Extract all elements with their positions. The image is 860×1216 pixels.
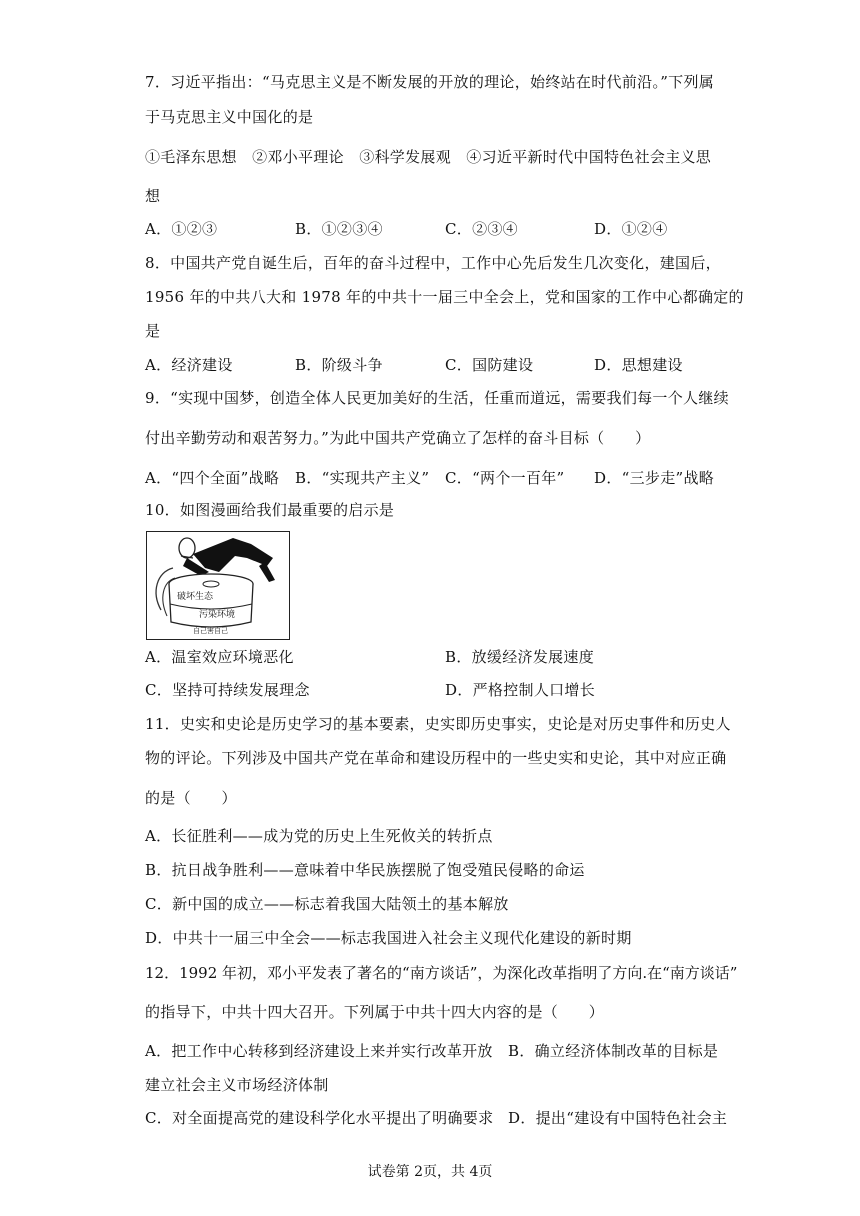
q8-stem-line1: 8．中国共产党自诞生后，百年的奋斗过程中，工作中心先后发生几次变化，建国后， (145, 254, 721, 272)
q9-option-c: C．“两个一百年” (445, 469, 565, 487)
q9-option-d: D．“三步走”战略 (594, 469, 715, 487)
cartoon-image (146, 531, 290, 640)
q11-option-b: B．抗日战争胜利——意味着中华民族摆脱了饱受殖民侵略的命运 (145, 861, 585, 879)
q12-stem-line1: 12．1992 年初，邓小平发表了著名的“南方谈话”，为深化改革指明了方向.在“南方谈话” (145, 964, 738, 982)
q12-stem-line2: 的指导下，中共十四大召开。下列属于中共十四大内容的是（ ） (145, 1003, 605, 1021)
tub-body (169, 584, 253, 627)
q8-stem-line2: 1956 年的中共八大和 1978 年的中共十一届三中全会上，党和国家的工作中心都确定的 (145, 288, 744, 306)
tub-center (203, 581, 219, 587)
q7-stem-line3: ①毛泽东思想 ②邓小平理论 ③科学发展观 ④习近平新时代中国特色社会主义思 (145, 148, 712, 166)
cartoon-caption: 自己害自己 (193, 627, 228, 635)
q12-option-a: A．把工作中心转移到经济建设上来并实行改革开放 (145, 1042, 493, 1060)
q9-stem-line2: 付出辛勤劳动和艰苦努力。”为此中国共产党确立了怎样的奋斗目标（ ） (145, 429, 651, 447)
q9-stem-line1: 9．“实现中国梦，创造全体人民更加美好的生活，任重而道远，需要我们每一个人继续 (145, 389, 729, 407)
q7-option-d: D．①②④ (594, 220, 668, 238)
q7-option-c: C．②③④ (445, 220, 518, 238)
q8-option-a: A．经济建设 (145, 356, 233, 374)
q11-option-d: D．中共十一届三中全会——标志我国进入社会主义现代化建设的新时期 (145, 929, 632, 947)
q7-stem-line1: 7．习近平指出：“马克思主义是不断发展的开放的理论，始终站在时代前沿。”下列属 (145, 73, 715, 91)
q7-stem-line4: 想 (145, 187, 161, 205)
q12-option-c: C．对全面提高党的建设科学化水平提出了明确要求 (145, 1109, 494, 1127)
q7-option-a: A．①②③ (145, 220, 218, 238)
q11-stem-line3: 的是（ ） (145, 789, 237, 807)
q11-stem-line1: 11．史实和史论是历史学习的基本要素，史实即历史事实，史论是对历史事件和历史人 (145, 715, 731, 733)
q12-option-d: D．提出“建设有中国特色社会主 (508, 1109, 728, 1127)
q8-option-b: B．阶级斗争 (295, 356, 383, 374)
cartoon-label-2: 污染环境 (199, 610, 236, 620)
q9-option-b: B．“实现共产主义” (295, 469, 430, 487)
q8-stem-line3: 是 (145, 322, 161, 340)
q7-option-b: B．①②③④ (295, 220, 383, 238)
q10-option-b: B．放缓经济发展速度 (445, 648, 595, 666)
q10-stem: 10．如图漫画给我们最重要的启示是 (145, 501, 395, 519)
q12-option-b-continued: 建立社会主义市场经济体制 (145, 1076, 329, 1094)
q11-option-a: A．长征胜利——成为党的历史上生死攸关的转折点 (145, 827, 493, 845)
q11-stem-line2: 物的评论。下列涉及中国共产党在革命和建设历程中的一些史实和史论，其中对应正确 (145, 749, 727, 767)
q10-option-a: A．温室效应环境恶化 (145, 648, 294, 666)
q7-stem-line2: 于马克思主义中国化的是 (145, 108, 314, 126)
q11-option-c: C．新中国的成立——标志着我国大陆领土的基本解放 (145, 895, 509, 913)
q12-option-b: B．确立经济体制改革的目标是 (508, 1042, 719, 1060)
q9-option-a: A．“四个全面”战略 (145, 469, 280, 487)
figure-head (179, 538, 195, 558)
cartoon-drawing (147, 532, 288, 638)
cartoon-label-1: 破坏生态 (177, 592, 214, 602)
q10-option-c: C．坚持可持续发展理念 (145, 681, 310, 699)
q8-option-c: C．国防建设 (445, 356, 534, 374)
q10-option-d: D．严格控制人口增长 (445, 681, 596, 699)
page-footer: 试卷第 2页，共 4页 (367, 1164, 493, 1180)
q8-option-d: D．思想建设 (594, 356, 683, 374)
